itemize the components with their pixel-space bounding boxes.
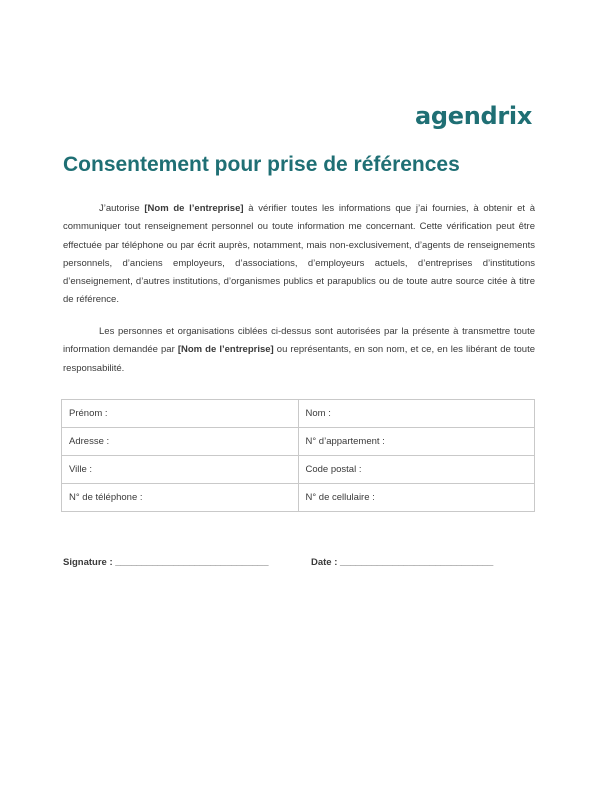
date-line[interactable]: Date : _____________________________ bbox=[311, 557, 494, 568]
authorization-paragraph bbox=[63, 323, 535, 378]
personal-info-table bbox=[61, 399, 535, 512]
paragraph-text: à vérifier toutes les informations que j’ai fournies, à obtenir et à communiquer tout renseignement personnel ou toute information me concernant. Cette vérification peut être effectuée par téléphone ou par écrit auprès, notamment, mais non-exclusivement, d’agents de renseignements personnels, d’anciens employeurs, d’associations, d’employeurs actuels, d’entreprises d’institutions d’enseignement, d’autres institutions, d’organismes publics et parapublics ou de toute autre source citée à titre de référence. bbox=[63, 203, 535, 306]
company-name-placeholder: [Nom de l’entreprise] bbox=[144, 203, 244, 214]
company-name-placeholder: [Nom de l’entreprise] bbox=[177, 344, 274, 356]
postal-code-field[interactable]: Code postal : bbox=[298, 456, 535, 484]
paragraph-text: Les personnes et organisations ciblées ci-dessus sont autorisées par la présente à transmettre toute information demandée par bbox=[63, 326, 535, 356]
table-row bbox=[62, 484, 535, 512]
table-row bbox=[62, 456, 535, 484]
signature-line[interactable]: Signature : _____________________________ bbox=[63, 557, 269, 568]
document-title: Consentement pour prise de références bbox=[63, 153, 460, 176]
cellphone-field[interactable]: N° de cellulaire : bbox=[298, 484, 535, 512]
paragraph-text: J’autorise bbox=[99, 203, 145, 214]
address-field[interactable]: Adresse : bbox=[62, 428, 299, 456]
table-row bbox=[62, 428, 535, 456]
agendrix-logo: agendrix bbox=[414, 102, 532, 130]
first-name-field[interactable]: Prénom : bbox=[62, 400, 299, 428]
last-name-field[interactable]: Nom : bbox=[298, 400, 535, 428]
paragraph-text: ou représentants, en son nom, et ce, en les libérant de toute responsabilité. bbox=[63, 344, 535, 374]
consent-paragraph bbox=[63, 200, 535, 310]
city-field[interactable]: Ville : bbox=[62, 456, 299, 484]
phone-field[interactable]: N° de téléphone : bbox=[62, 484, 299, 512]
table-row bbox=[62, 400, 535, 428]
apartment-field[interactable]: N° d’appartement : bbox=[298, 428, 535, 456]
